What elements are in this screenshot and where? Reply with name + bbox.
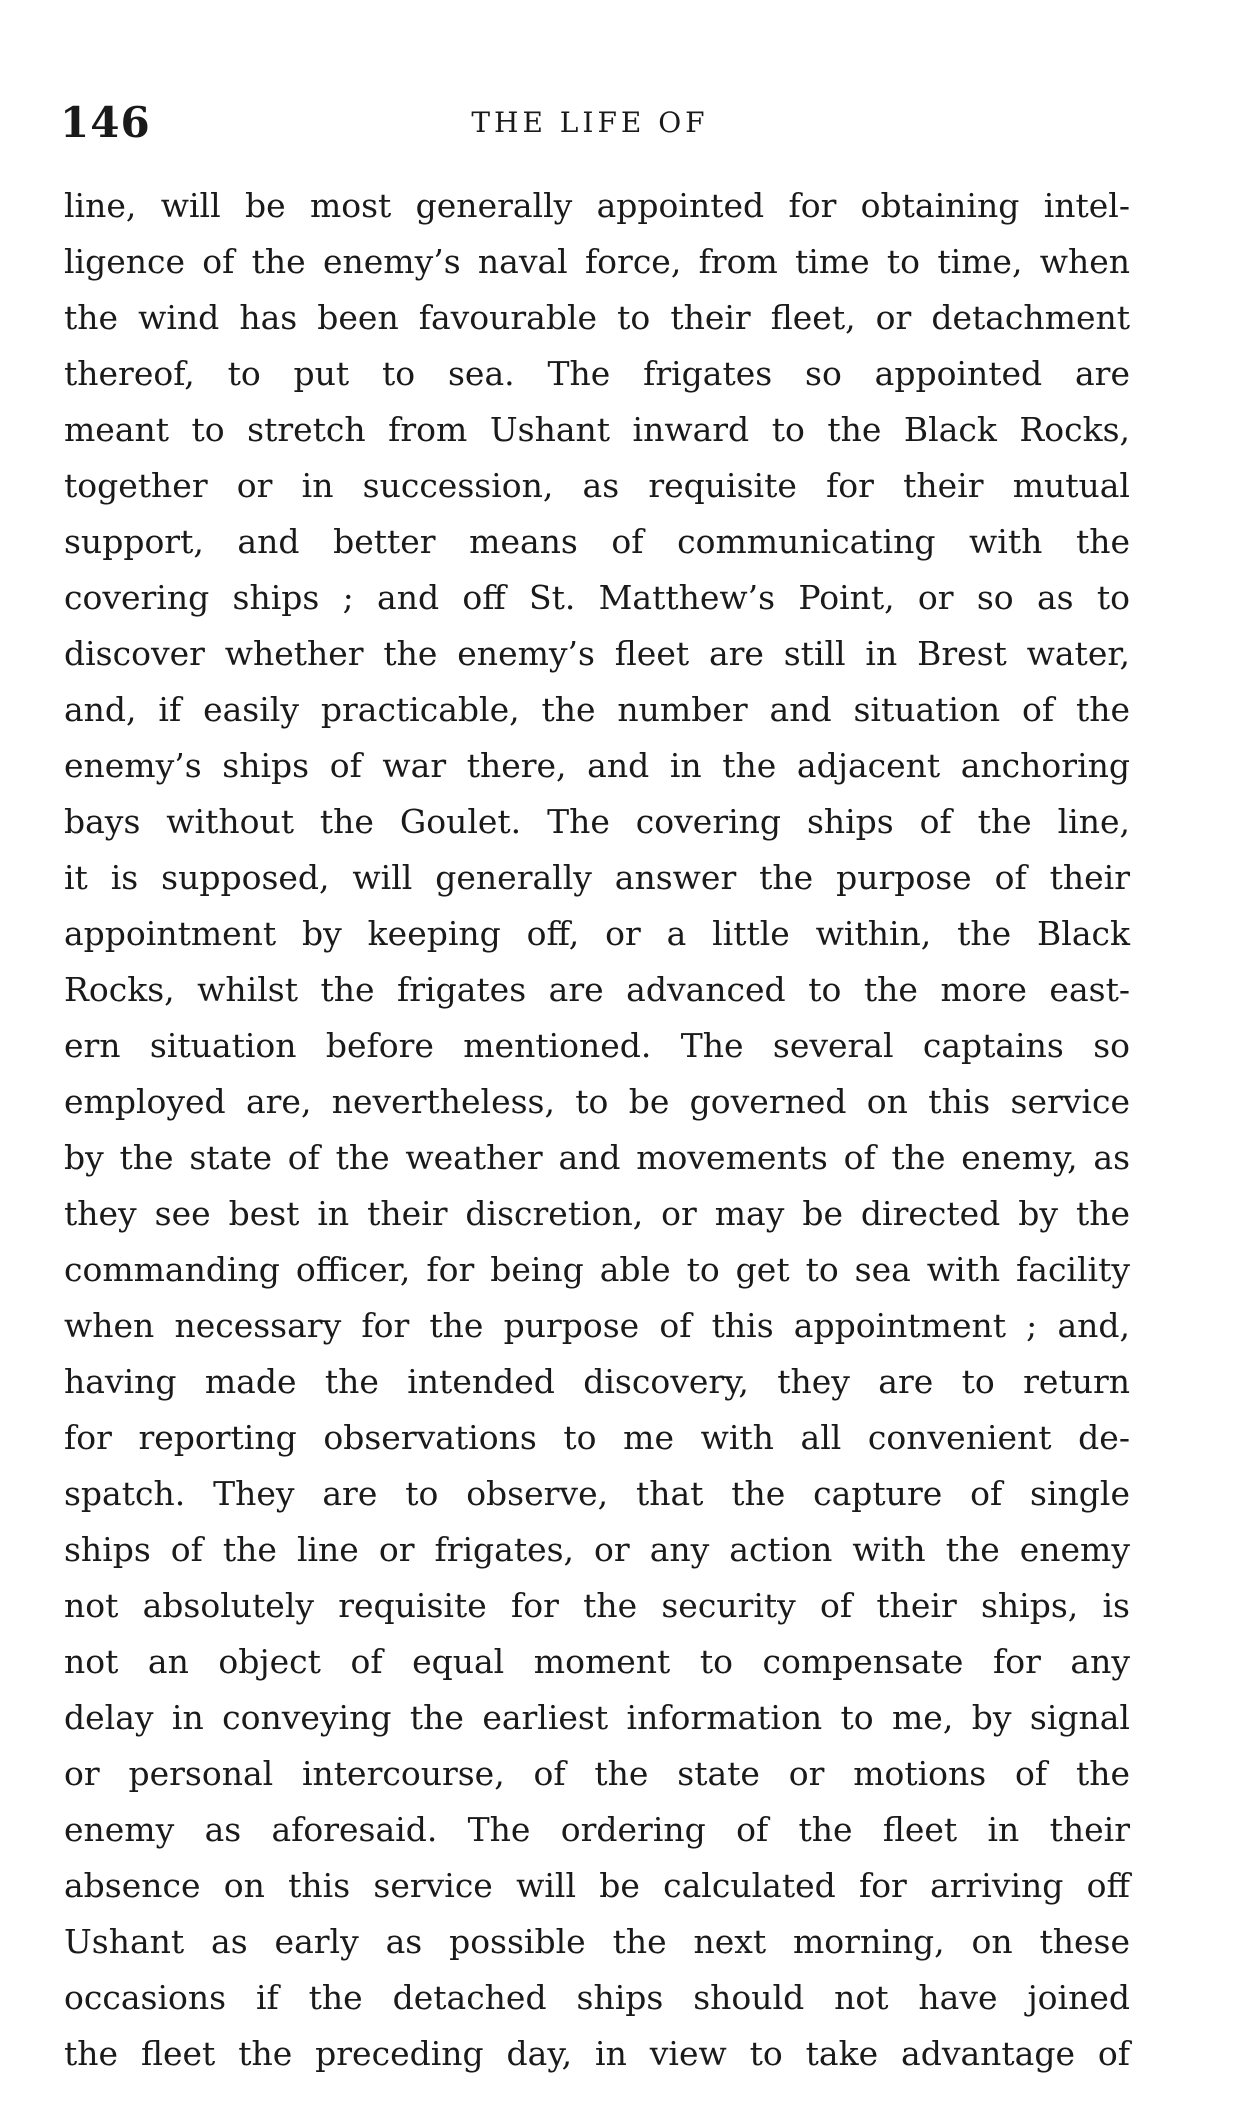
text-line: for reporting observations to me with all convenient de- — [64, 1418, 1130, 1457]
text-line: when necessary for the purpose of this appointment ; and, — [64, 1306, 1130, 1345]
text-line: delay in conveying the earliest information to me, by signal — [64, 1698, 1130, 1737]
text-line: by the state of the weather and movements of the enemy, as — [64, 1138, 1130, 1177]
text-line: enemy as aforesaid. The ordering of the fleet in their — [64, 1810, 1130, 1849]
text-line: not an object of equal moment to compensate for any — [64, 1642, 1130, 1681]
text-line: appointment by keeping off, or a little within, the Black — [64, 914, 1130, 953]
text-line: Ushant as early as possible the next morning, on these — [64, 1922, 1130, 1961]
text-line: support, and better means of communicating with the — [64, 522, 1130, 561]
text-line: having made the intended discovery, they are to return — [64, 1362, 1130, 1401]
text-line: or personal intercourse, of the state or motions of the — [64, 1754, 1130, 1793]
text-line: and, if easily practicable, the number and situation of the — [64, 690, 1130, 729]
text-line: not absolutely requisite for the security of their ships, is — [64, 1586, 1130, 1625]
text-line: absence on this service will be calculated for arriving off — [64, 1866, 1130, 1905]
text-line: together or in succession, as requisite for their mutual — [64, 466, 1130, 505]
text-line: meant to stretch from Ushant inward to the Black Rocks, — [64, 410, 1130, 449]
text-line: line, will be most generally appointed for obtaining intel- — [64, 186, 1130, 225]
text-line: it is supposed, will generally answer the purpose of their — [64, 858, 1130, 897]
text-line: the fleet the preceding day, in view to take advantage of — [64, 2034, 1130, 2073]
text-line: ships of the line or frigates, or any action with the enemy — [64, 1530, 1130, 1569]
text-line: they see best in their discretion, or may be directed by the — [64, 1194, 1130, 1233]
text-line: ern situation before mentioned. The several captains so — [64, 1026, 1130, 1065]
text-line: employed are, nevertheless, to be governed on this service — [64, 1082, 1130, 1121]
text-line: occasions if the detached ships should not have joined — [64, 1978, 1130, 2017]
text-line: ligence of the enemy’s naval force, from time to time, when — [64, 242, 1130, 281]
text-line: bays without the Goulet. The covering ships of the line, — [64, 802, 1130, 841]
text-line: the wind has been favourable to their fleet, or detachment — [64, 298, 1130, 337]
text-line: covering ships ; and off St. Matthew’s Point, or so as to — [64, 578, 1130, 617]
text-line: Rocks, whilst the frigates are advanced to the more east- — [64, 970, 1130, 1009]
body-text — [64, 178, 1130, 2082]
page-header — [60, 98, 1120, 158]
running-head: THE LIFE OF — [471, 106, 709, 139]
text-line: thereof, to put to sea. The frigates so appointed are — [64, 354, 1130, 393]
page-number: 146 — [60, 98, 151, 147]
text-line: spatch. They are to observe, that the capture of single — [64, 1474, 1130, 1513]
text-line: discover whether the enemy’s fleet are still in Brest water, — [64, 634, 1130, 673]
text-line: enemy’s ships of war there, and in the adjacent anchoring — [64, 746, 1130, 785]
text-line: commanding officer, for being able to get to sea with facility — [64, 1250, 1130, 1289]
